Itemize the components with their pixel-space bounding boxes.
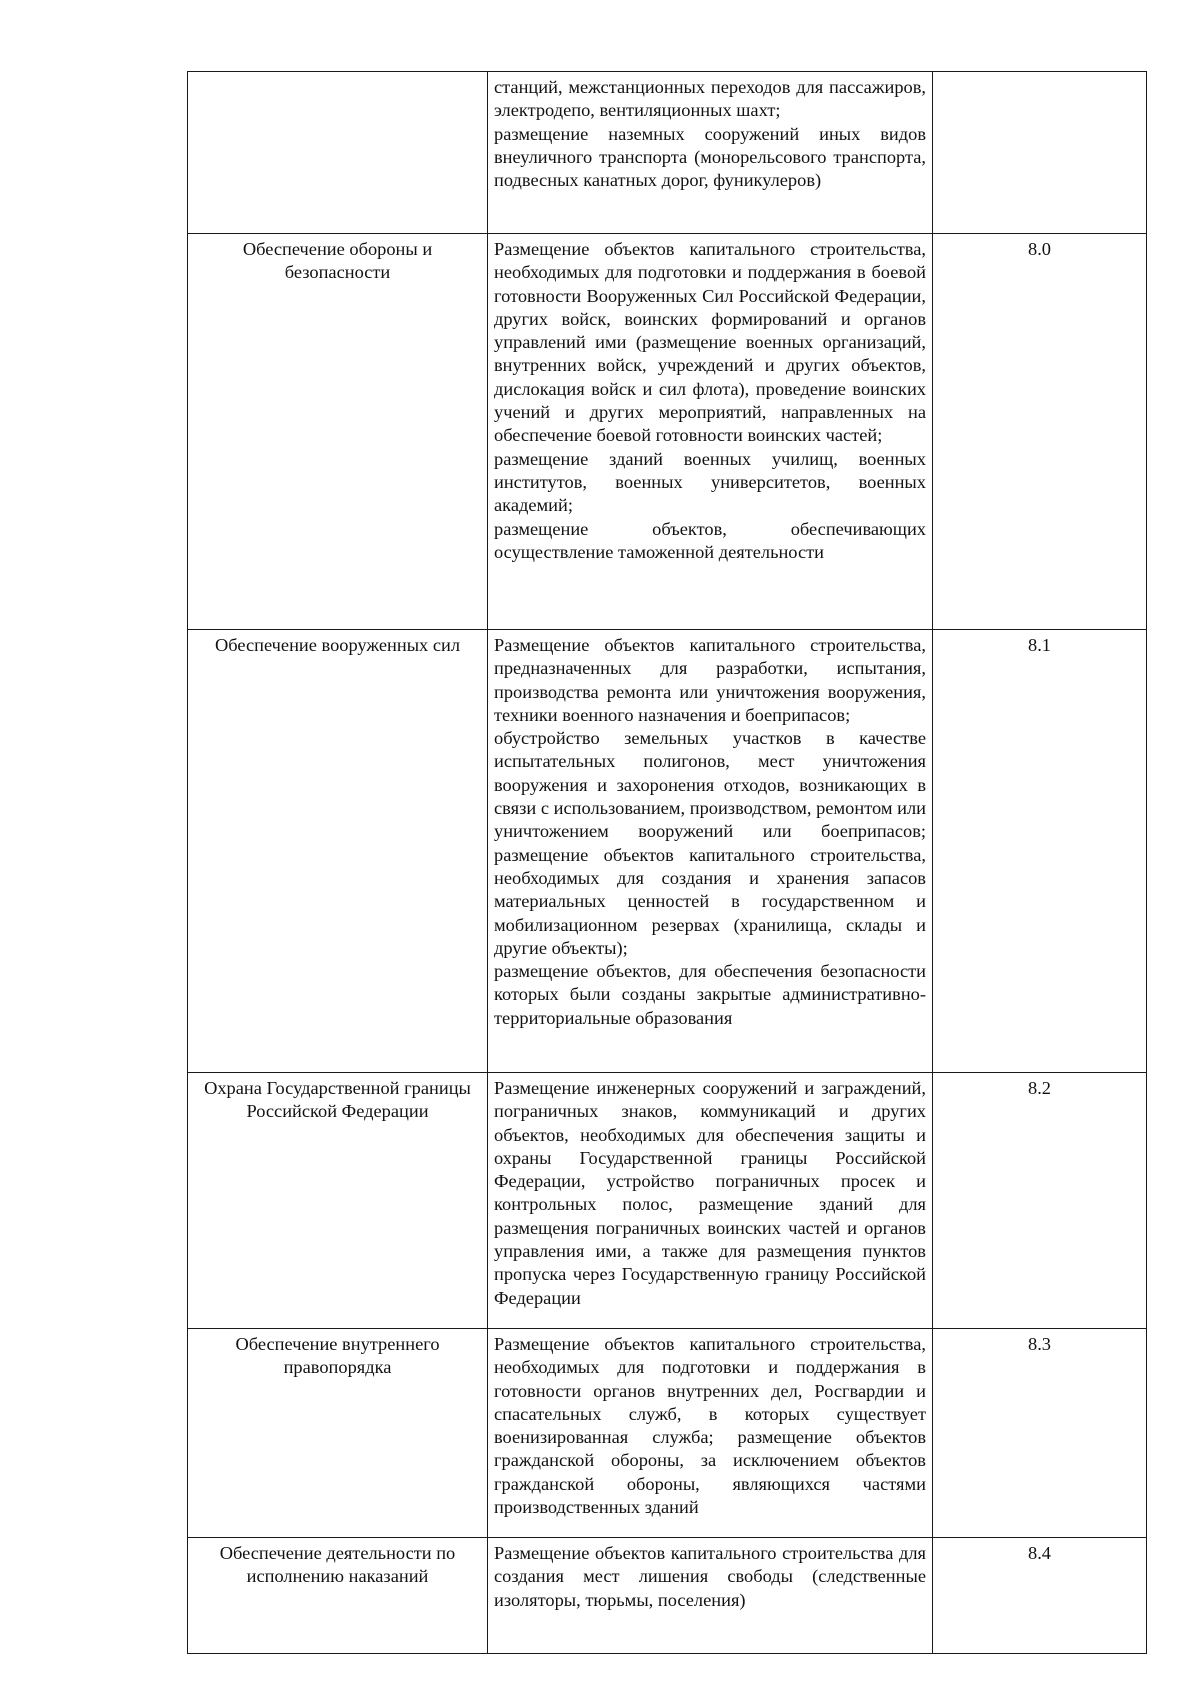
use-type-name: Охрана Государственной границы Российской Федерации xyxy=(188,1073,488,1329)
use-type-description: Размещение объектов капитального строительства для создания мест лишения свободы (следственные изоляторы, тюрьмы, поселения) xyxy=(488,1538,933,1654)
use-type-name: Обеспечение вооруженных сил xyxy=(188,630,488,1073)
table-row xyxy=(188,1329,1147,1538)
table-row xyxy=(188,1073,1147,1329)
use-type-name: Обеспечение внутреннего правопорядка xyxy=(188,1329,488,1538)
table-row xyxy=(188,630,1147,1073)
use-type-name: Обеспечение обороны и безопасности xyxy=(188,234,488,630)
table-row xyxy=(188,72,1147,234)
use-type-description: Размещение объектов капитального строительства, предназначенных для разработки, испытания, производства ремонта или уничтожения вооружения, техники военного назначения и боеприпасов; обустройство земельных участков в качестве испытательных полигонов, мест уничтожения вооружения и захоронения отходов, возникающих в связи с использованием, производством, ремонтом или уничтожением вооружений или боеприпасов; размещение объектов капитального строительства, необходимых для создания и хранения запасов материальных ценностей в государственном и мобилизационном резервах (хранилища, склады и другие объекты); размещение объектов, для обеспечения безопасности которых были созданы закрытые административно-территориальные образования xyxy=(488,630,933,1073)
use-type-description: Размещение инженерных сооружений и заграждений, пограничных знаков, коммуникаций и других объектов, необходимых для обеспечения защиты и охраны Государственной границы Российской Федерации, устройство пограничных просек и контрольных полос, размещение зданий для размещения пограничных воинских частей и органов управления ими, а также для размещения пунктов пропуска через Государственную границу Российской Федерации xyxy=(488,1073,933,1329)
use-type-description: Размещение объектов капитального строительства, необходимых для подготовки и поддержания в готовности органов внутренних дел, Росгвардии и спасательных служб, в которых существует военизированная служба; размещение объектов гражданской обороны, за исключением объектов гражданской обороны, являющихся частями производственных зданий xyxy=(488,1329,933,1538)
table-row xyxy=(188,234,1147,630)
land-use-table xyxy=(187,71,1147,1654)
use-type-description: станций, межстанционных переходов для пассажиров, электродепо, вентиляционных шахт; размещение наземных сооружений иных видов внеуличного транспорта (монорельсового транспорта, подвесных канатных дорог, фуникулеров) xyxy=(488,72,933,234)
table-row xyxy=(188,1538,1147,1654)
use-type-name xyxy=(188,72,488,234)
classifier-code: 8.2 xyxy=(933,1073,1147,1329)
classifier-code: 8.3 xyxy=(933,1329,1147,1538)
use-type-description: Размещение объектов капитального строительства, необходимых для подготовки и поддержания в боевой готовности Вооруженных Сил Российской Федерации, других войск, воинских формирований и органов управлений ими (размещение военных организаций, внутренних войск, учреждений и других объектов, дислокация войск и сил флота), проведение воинских учений и других мероприятий, направленных на обеспечение боевой готовности воинских частей; размещение зданий военных училищ, военных институтов, военных университетов, военных академий; размещение объектов, обеспечивающих осуществление таможенной деятельности xyxy=(488,234,933,630)
classifier-code: 8.4 xyxy=(933,1538,1147,1654)
use-type-name: Обеспечение деятельности по исполнению наказаний xyxy=(188,1538,488,1654)
classifier-code: 8.1 xyxy=(933,630,1147,1073)
classifier-code xyxy=(933,72,1147,234)
classifier-code: 8.0 xyxy=(933,234,1147,630)
